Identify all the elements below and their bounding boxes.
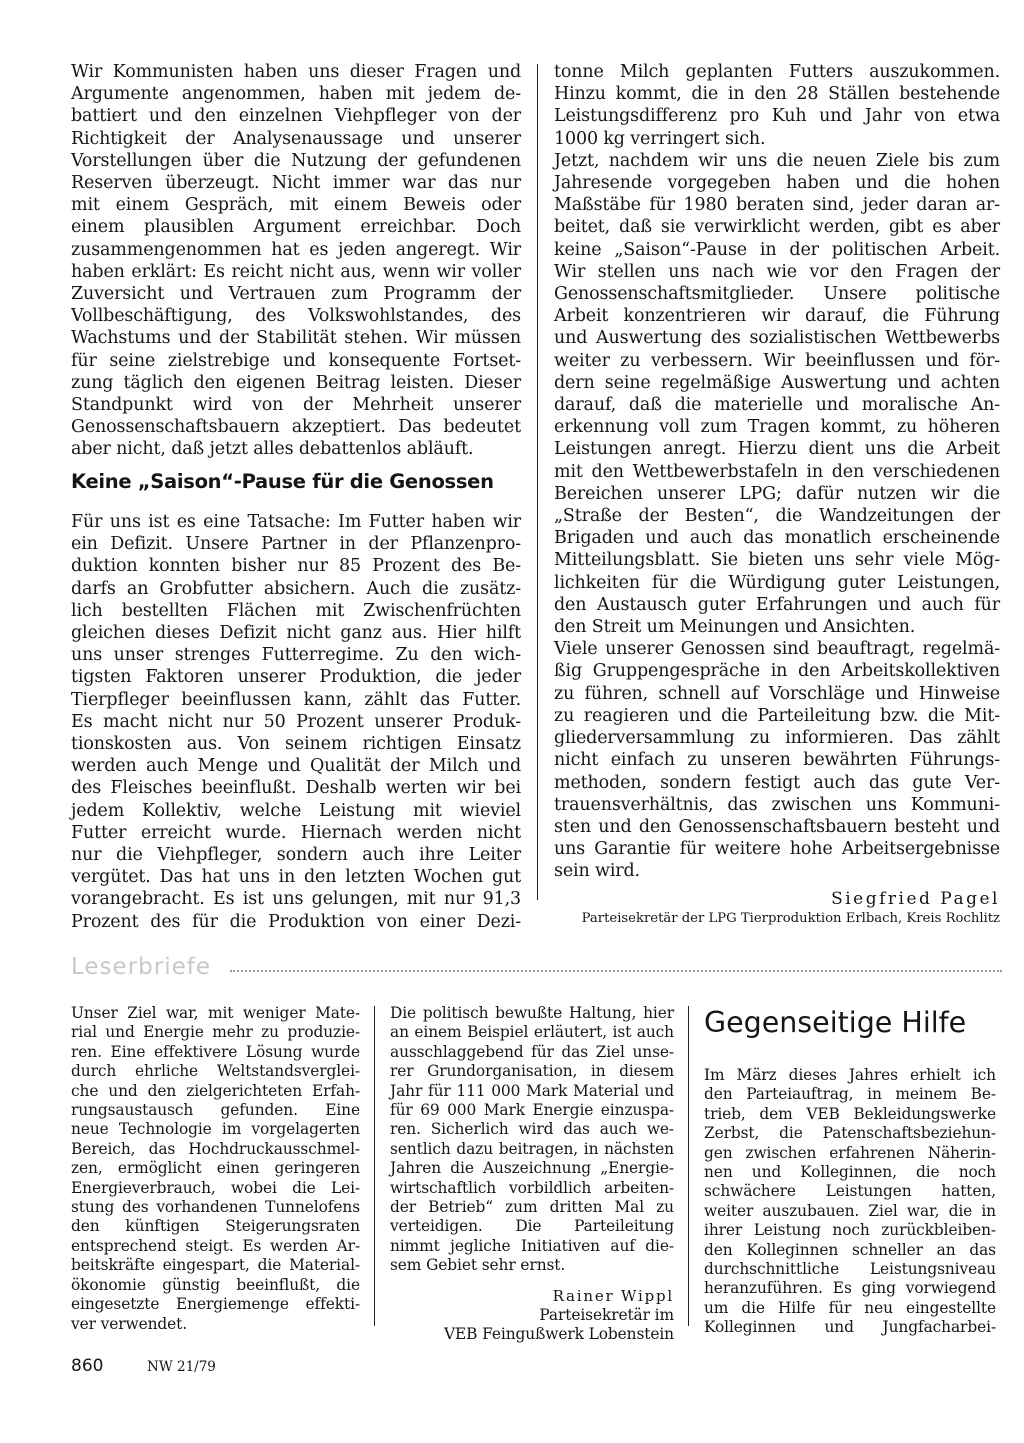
text-line: darauf, daß die materielle und moralische An- xyxy=(554,395,1000,416)
text-line: Vorstellungen über die Nutzung der gefundenen xyxy=(71,150,521,171)
text-line: Futter erreicht wurde. Hiernach werden nicht xyxy=(71,822,521,843)
text-line: uns Garantie für weitere hohe Arbeitsergebnisse xyxy=(554,839,1000,860)
text-line: schwächere Leistungen hatten, xyxy=(704,1182,996,1201)
text-line: vergütet. Das hat uns in den letzten Wochen gut xyxy=(71,867,521,888)
text-line: Für uns ist es eine Tatsache: Im Futter haben wir xyxy=(71,512,521,532)
article-paragraph-4 xyxy=(554,150,1000,638)
text-line: zung täglich den eigenen Beitrag leisten. Dieser xyxy=(71,372,521,393)
page-number: 860 xyxy=(71,1356,104,1376)
text-line: den Parteiauftrag, in meinem Be- xyxy=(704,1085,996,1104)
text-line: 1000 kg verringert sich. xyxy=(554,128,766,149)
text-line: rial und Energie mehr zu produzie- xyxy=(71,1023,360,1042)
text-line: ren. Sicherlich wird das auch we- xyxy=(390,1120,674,1139)
letter-divider-1 xyxy=(374,1006,375,1326)
text-line: durch ehrliche Weltstandsverglei- xyxy=(71,1062,360,1081)
text-line: den künftigen Steigerungsraten xyxy=(71,1217,360,1236)
article-paragraph-3 xyxy=(554,61,1000,150)
article-3-text xyxy=(704,1066,996,1338)
text-line: battiert und den einzelnen Viehpfleger von der xyxy=(71,106,521,127)
text-line: gleichen dieses Defizit nicht ganz aus. Hier hilft xyxy=(71,623,521,644)
text-line: rungsaustausch gefunden. Eine xyxy=(71,1101,360,1120)
text-line: für 69 000 Mark Energie einzuspa- xyxy=(390,1101,674,1120)
text-line: Unser Ziel war, mit weniger Mate- xyxy=(71,1004,360,1022)
text-line: Wir stellen uns nach wie vor den Fragen der xyxy=(554,261,1000,282)
text-line: Zerbst, die Patenschaftsbeziehun- xyxy=(704,1124,996,1143)
letter-1-text xyxy=(71,1004,360,1334)
text-line: uns unser strenges Futterregime. Zu den wich- xyxy=(71,645,521,666)
article-3-title: Gegenseitige Hilfe xyxy=(704,1006,967,1039)
text-line: VEB Feingußwerk Lobenstein xyxy=(443,1325,674,1344)
text-line: der Betrieb“ zum dritten Mal zu xyxy=(390,1198,674,1217)
text-line: nen und Kolleginnen, die noch xyxy=(704,1163,996,1182)
text-line: Argumente angenommen, haben mit jedem de- xyxy=(71,84,521,105)
letter-2-signature-name: Rainer Wippl xyxy=(552,1286,674,1305)
text-line: ausschlaggebend für das Ziel unse- xyxy=(390,1042,674,1061)
text-line: beitskräfte eingespart, die Material- xyxy=(71,1256,360,1275)
text-line: eingesetzte Energiemenge effekti- xyxy=(71,1295,360,1314)
text-line: entsprechend steigt. Es werden Ar- xyxy=(71,1236,360,1255)
text-line: Arbeit konzentrieren wir darauf, die Führung xyxy=(554,306,1000,327)
article-column-1 xyxy=(71,61,521,461)
text-line: trieb, dem VEB Bekleidungswerke xyxy=(704,1104,996,1123)
text-line: gen zwischen erfahrenen Näherin- xyxy=(704,1143,996,1162)
text-line: nicht einfach zu unseren bewährten Führungs- xyxy=(554,750,1000,771)
text-line: tionskosten aus. Von seinem richtigen Einsatz xyxy=(71,734,521,755)
text-line: Brigaden und auch das monatlich erscheinende xyxy=(554,528,1000,549)
text-line: haben erklärt: Es reicht nicht aus, wenn wir voller xyxy=(71,261,521,282)
text-line: Maßstäbe für 1980 beraten sind, jeder daran ar- xyxy=(554,195,1000,216)
signature-role: Parteisekretär der LPG Tierproduktion Erlbach, Kreis Rochlitz xyxy=(581,911,1000,926)
text-line: duktion konnten bisher nur 85 Prozent des Be- xyxy=(71,556,521,577)
text-line: um die Hilfe für neu eingestellte xyxy=(704,1298,996,1317)
text-line: ver verwendet. xyxy=(71,1314,188,1333)
text-line: rer Grundorganisation, in diesem xyxy=(390,1062,674,1081)
text-line: Jetzt, nachdem wir uns die neuen Ziele bis zum xyxy=(554,150,1000,171)
article-3 xyxy=(704,1066,996,1338)
text-line: Hinzu kommt, die in den 28 Ställen bestehende xyxy=(554,84,1000,105)
text-line: Wir Kommunisten haben uns dieser Fragen und xyxy=(71,62,521,82)
text-line: Bereich, das Hochdruckausschmel- xyxy=(71,1139,360,1158)
text-line: Zuversicht und Vertrauen zum Programm der xyxy=(71,284,521,305)
text-line: ihrer Leistung noch zurückbleiben- xyxy=(704,1221,996,1240)
text-line: jedem Kollektiv, welche Leistung mit wieviel xyxy=(71,800,521,821)
text-line: verteidigen. Die Parteileitung xyxy=(390,1217,674,1236)
text-line: zu führen, schnell auf Vorschläge und Hinweise xyxy=(554,683,1000,704)
text-line: sentlich dazu beitragen, in nächsten xyxy=(390,1139,674,1158)
text-line: Reserven überzeugt. Nicht immer war das nur xyxy=(71,173,521,194)
text-line: Es macht nicht nur 50 Prozent unserer Produk- xyxy=(71,711,521,732)
article-column-1-continued xyxy=(71,511,521,933)
text-line: sein wird. xyxy=(554,861,640,882)
text-line: den Streit um Meinungen und Ansichten. xyxy=(554,617,916,638)
text-line: Genossenschaftsmitglieder. Unsere politische xyxy=(554,284,1000,305)
text-line: Im März dieses Jahres erhielt ich xyxy=(704,1066,996,1084)
text-line: lich bestellten Flächen mit Zwischenfrüchten xyxy=(71,600,521,621)
text-line: zen, ermöglicht einen geringeren xyxy=(71,1159,360,1178)
text-line: an einem Beispiel erläutert, ist auch xyxy=(390,1023,674,1042)
text-line: aber nicht, daß jetzt alles debattenlos abläuft. xyxy=(71,439,474,460)
text-line: werden auch Menge und Qualität der Milch und xyxy=(71,756,521,777)
text-line: heranzuführen. Es ging vorwiegend xyxy=(704,1279,996,1298)
letter-2 xyxy=(390,1004,674,1345)
text-line: Vollbeschäftigung, des Volkswohlstandes, des xyxy=(71,306,521,327)
text-line: mit einem Gespräch, mit einem Beweis oder xyxy=(71,195,521,216)
text-line: tonne Milch geplanten Futters auszukommen. xyxy=(554,62,1000,82)
text-line: den Austausch guter Erfahrungen und auch für xyxy=(554,594,1000,615)
issue-label: NW 21/79 xyxy=(147,1359,216,1375)
text-line: darfs an Grobfutter absichern. Auch die zusätz- xyxy=(71,578,521,599)
text-line: Prozent des für die Produktion von einer Dezi- xyxy=(71,911,521,932)
text-line: und Auswertung des sozialistischen Wettbewerbs xyxy=(554,328,1000,349)
text-line: einem plausiblen Argument erreichbar. Doch xyxy=(71,217,521,238)
text-line: keine „Saison“-Pause in der politischen Arbeit. xyxy=(554,239,1000,260)
text-line: für seine zielstrebige und konsequente Fortset- xyxy=(71,350,521,371)
signature-name: Siegfried Pagel xyxy=(831,889,1000,909)
text-line: beitet, daß sie verwirklicht werden, gibt es aber xyxy=(554,217,1000,238)
column-divider xyxy=(537,64,538,900)
letter-divider-2 xyxy=(688,1006,689,1326)
text-line: erkennung voll zum Tragen kommt, zu höheren xyxy=(554,417,1000,438)
article-paragraph-5 xyxy=(554,638,1000,882)
text-line: vorangebracht. Es ist uns gelungen, mit nur 91,3 xyxy=(71,889,521,910)
text-line: Tierpfleger beeinflussen kann, zählt das Futter. xyxy=(71,689,521,710)
article-signature xyxy=(554,888,1000,927)
text-line: wirtschaftlich vorbildlich arbeiten- xyxy=(390,1178,674,1197)
text-line: nur die Viehpfleger, sondern auch ihre Leiter xyxy=(71,845,521,866)
text-line: Leistungen anregt. Hierzu dient uns die Arbeit xyxy=(554,439,1000,460)
text-line: Mitteilungsblatt. Sie bieten uns sehr viele Mög- xyxy=(554,550,1000,571)
text-line: Viele unserer Genossen sind beauftragt, regelmä- xyxy=(554,639,1000,660)
text-line: Jahresende vorgegeben haben und die hohen xyxy=(554,173,1000,194)
text-line: durchschnittliche Leistungsniveau xyxy=(704,1260,996,1279)
text-line: Parteisekretär im xyxy=(539,1305,674,1324)
text-line: ein Defizit. Unsere Partner in der Pflanzenpro- xyxy=(71,534,521,555)
text-line: ren. Eine effektivere Lösung wurde xyxy=(71,1042,360,1061)
text-line: zusammengenommen hat es jeden angeregt. Wir xyxy=(71,239,521,260)
text-line: tigsten Faktoren unserer Produktion, die jeder xyxy=(71,667,521,688)
text-line: den Kolleginnen schneller an das xyxy=(704,1240,996,1259)
text-line: weiter auszubauen. Ziel war, die in xyxy=(704,1201,996,1220)
section-rule xyxy=(230,970,1002,972)
text-line: stung des vorhandenen Tunnelofens xyxy=(71,1198,360,1217)
text-line: Standpunkt wird von der Mehrheit unserer xyxy=(71,395,521,416)
text-line: Jahr für 111 000 Mark Material und xyxy=(390,1081,674,1100)
text-line: lichkeiten für die Würdigung guter Leistungen, xyxy=(554,572,1000,593)
text-line: methoden, sondern festigt auch das gute Ver- xyxy=(554,772,1000,793)
text-line: Genossenschaftsbauern akzeptiert. Das bedeutet xyxy=(71,417,521,438)
text-line: Energieverbrauch, wobei die Lei- xyxy=(71,1178,360,1197)
text-line: des Fleisches beeinflußt. Deshalb werten wir bei xyxy=(71,778,521,799)
text-line: dern seine regelmäßige Auswertung und achten xyxy=(554,372,1000,393)
text-line: gliederversammlung zu informieren. Das zählt xyxy=(554,728,1000,749)
text-line: mit den Wettbewerbstafeln in den verschiedenen xyxy=(554,461,1000,482)
text-line: nimmt jegliche Initiativen auf die- xyxy=(390,1236,674,1255)
article-subheading: Keine „Saison“-Pause für die Genossen xyxy=(71,470,494,493)
section-label-leserbriefe: Leserbriefe xyxy=(71,954,211,980)
letter-2-signature-role xyxy=(390,1306,674,1345)
text-line: „Straße der Besten“, die Wandzeitungen der xyxy=(554,506,1000,527)
text-line: sem Gebiet sehr ernst. xyxy=(390,1256,566,1275)
text-line: Jahren die Auszeichnung „Energie- xyxy=(390,1159,674,1178)
letter-2-text xyxy=(390,1004,674,1276)
text-line: trauensverhältnis, das zwischen uns Kommuni- xyxy=(554,794,1000,815)
text-line: Leistungsdifferenz pro Kuh und Jahr von etwa xyxy=(554,106,1000,127)
text-line: ökonomie günstig beeinflußt, die xyxy=(71,1275,360,1294)
text-line: ßig Gruppengespräche in den Arbeitskollektiven xyxy=(554,661,1000,682)
text-line: Die politisch bewußte Haltung, hier xyxy=(390,1004,674,1022)
article-column-2 xyxy=(554,61,1000,883)
text-line: Bereichen unserer LPG; dafür nutzen wir die xyxy=(554,483,1000,504)
text-line: zu reagieren und die Parteileitung bzw. die Mit- xyxy=(554,705,1000,726)
text-line: Kolleginnen und Jungfacharbei- xyxy=(704,1318,996,1337)
article-paragraph-2 xyxy=(71,511,521,933)
text-line: weiter zu verbessern. Wir beeinflussen und för- xyxy=(554,350,1000,371)
text-line: Wachstums und der Stabilität stehen. Wir müssen xyxy=(71,328,521,349)
text-line: sten und den Genossenschaftsbauern besteht und xyxy=(554,816,1000,837)
text-line: Richtigkeit der Analysenaussage und unserer xyxy=(71,128,521,149)
text-line: che und den zielgerichteten Erfah- xyxy=(71,1081,360,1100)
letter-1 xyxy=(71,1004,360,1334)
text-line: neue Technologie im vorgelagerten xyxy=(71,1120,360,1139)
article-paragraph-1 xyxy=(71,61,521,461)
